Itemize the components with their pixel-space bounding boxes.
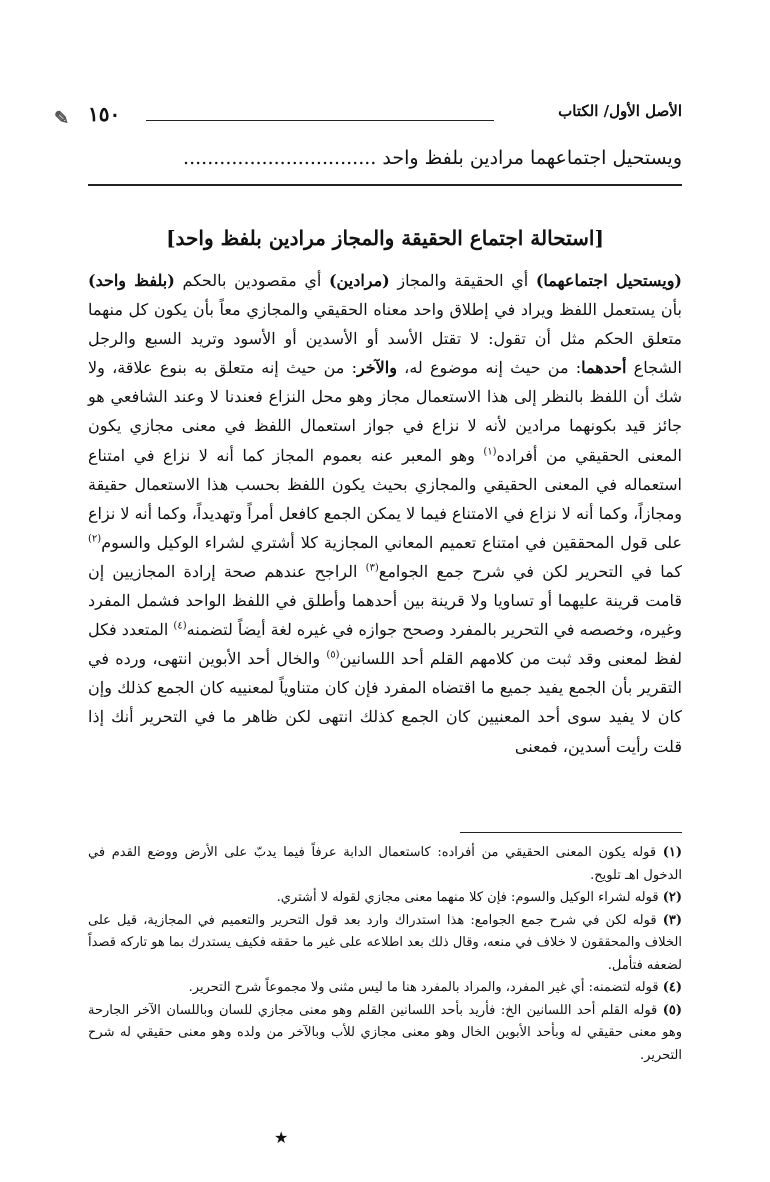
footnote-text: قوله لكن في شرح جمع الجوامع: هذا استدراك وارد بعد قول التحرير والتعميم في المجازية، قيل على الخلاف والمحققون لا خلاف في منعه، وقال ذلك بعد اطلاعه على غير ما حققه فكيف يستدرك بما هو تاركه قصداً لضعفه فتأمل. <box>88 912 682 973</box>
footnote-marker[interactable]: (٤) <box>173 620 187 632</box>
footnote <box>88 887 682 910</box>
footnote-number: (٤) <box>662 980 682 995</box>
pen-mark-icon: ✎ <box>54 108 70 129</box>
matn-quote: (بلفظ واحد) <box>88 271 175 290</box>
matn-separator <box>88 184 682 186</box>
footnote-number: (١) <box>662 845 682 860</box>
body-span: : من حيث إنه موضوع له، <box>396 358 582 378</box>
footnote-text: قوله القلم أحد اللسانين الخ: فأريد بأحد اللسانين القلم وهو معنى مجازي للسان وباللسان الآخر الجارحة وهو معنى حقيقي له وبأحد الأبوين الخال وهو معنى مجازي للأب وبالآخر من ولده وهو معنى حقيقي له شرح التحرير. <box>88 1002 682 1063</box>
matn-quote: (ويستحيل اجتماعهما) <box>535 271 683 290</box>
body-span: والخال أحد الأبوين انتهى، ورده في التقرير بأن الجمع يفيد جميع ما اقتضاه المفرد فإن كان متناوياً لمعنييه كان الجمع كذلك وإن كان لا يفيد سوى أحد المعنيين كان الجمع كذلك انتهى لكن ظاهر ما في التحرير أنك إذا قلت رأيت أسدين، فمعنى <box>88 649 682 756</box>
commentary-body <box>88 266 682 761</box>
footnote <box>88 842 682 887</box>
body-span: المتعدد فكل لفظ لمعنى وقد ثبت من كلامهم القلم أحد اللسانين <box>88 620 683 669</box>
running-header <box>54 100 682 130</box>
matn-line <box>88 138 682 178</box>
footnote-number: (٣) <box>662 912 682 928</box>
footnote-text: قوله لشراء الوكيل والسوم: فإن كلا منهما معنى مجازي لقوله لا أشتري. <box>276 890 663 905</box>
bold-term: والآخر <box>356 358 397 378</box>
matn-dots: ................................ <box>183 147 377 169</box>
bold-term: أحدهما <box>581 358 627 378</box>
body-span: : من حيث إنه متعلق به بنوع علاقة، ولا شك أن اللفظ بالنظر إلى هذا الاستعمال مجاز وهو محل النزاع فعندنا لا وعند الشافعي هو جائز قيد بكونهما مرادين لأنه لا نزاع في جواز استعمال اللفظ في معنى مجازي يكون المعنى الحقيقي من أفراده <box>88 358 682 465</box>
footnote-marker[interactable]: (٣) <box>365 562 379 574</box>
matn-text: ويستحيل اجتماعهما مرادين بلفظ واحد <box>382 147 682 169</box>
header-rule <box>146 120 494 121</box>
footnote-marker[interactable]: (٢) <box>88 533 102 545</box>
body-span: أي الحقيقة والمجاز <box>389 271 536 290</box>
body-span: بأن يستعمل اللفظ ويراد في إطلاق واحد معناه الحقيقي والمجازي معاً بأن يكون كل منهما متعلق الحكم مثل أن تقول: لا تقتل الأسد أو الأسدين أو الأسود وتريد السبع والرجل الشجاع <box>88 300 682 378</box>
footnotes <box>88 842 682 1067</box>
footnote <box>88 1000 682 1068</box>
footnote-text: قوله يكون المعنى الحقيقي من أفراده: كاستعمال الدابة عرفاً فيما يدبّ على الأرض ووضع القدم في الدخول اهـ تلويح. <box>88 845 682 883</box>
footnote-rule <box>460 832 682 833</box>
running-title: الأصل الأول/ الكتاب <box>558 102 682 120</box>
footnote-number: (٥) <box>662 1002 682 1018</box>
body-span: كما في التحرير لكن في شرح جمع الجوامع <box>378 561 682 581</box>
footnote-marker[interactable]: (١) <box>483 446 497 458</box>
footnote-number: (٢) <box>662 890 682 905</box>
body-span: الراجح عندهم صحة إرادة المجازيين إن قامت قرينة عليهما أو تساويا ولا قرينة بين أحدهما وأطلق في اللفظ الواحد فشمل المفرد وغيره، وخصصه في التحرير بالمفرد وصحح جوازه في غيره لغة أيضاً لتضمنه <box>88 561 682 640</box>
footnote <box>88 910 682 978</box>
signature-mark: ★ <box>274 1128 289 1147</box>
page-number: ١٥٠ <box>88 102 121 126</box>
body-span: أي مقصودين بالحكم <box>174 271 329 290</box>
section-heading: [استحالة اجتماع الحقيقة والمجاز مرادين بلفظ واحد] <box>166 226 604 250</box>
footnote-text: قوله لتضمنه: أي غير المفرد، والمراد بالمفرد هنا ما ليس مثنى ولا مجموعاً شرح التحرير. <box>188 980 663 995</box>
body-span: وهو المعبر عنه بعموم المجاز كما أنه لا نزاع في امتناع استعماله في المعنى الحقيقي والمجازي بحيث يكون اللفظ بحسب هذا الاستعمال حقيقة ومجازاً، وكما أنه لا نزاع في الامتناع فيما لا يمكن الجمع كافعل أمراً وتهديداً، وكما أنه لا نزاع على قول المحققين في امتناع تعميم المعاني المجازية كلا أشتري لشراء الوكيل والسوم <box>88 445 682 552</box>
matn-quote: (مرادين) <box>328 271 390 290</box>
footnote-marker[interactable]: (٥) <box>326 649 340 661</box>
footnote <box>88 977 682 1000</box>
